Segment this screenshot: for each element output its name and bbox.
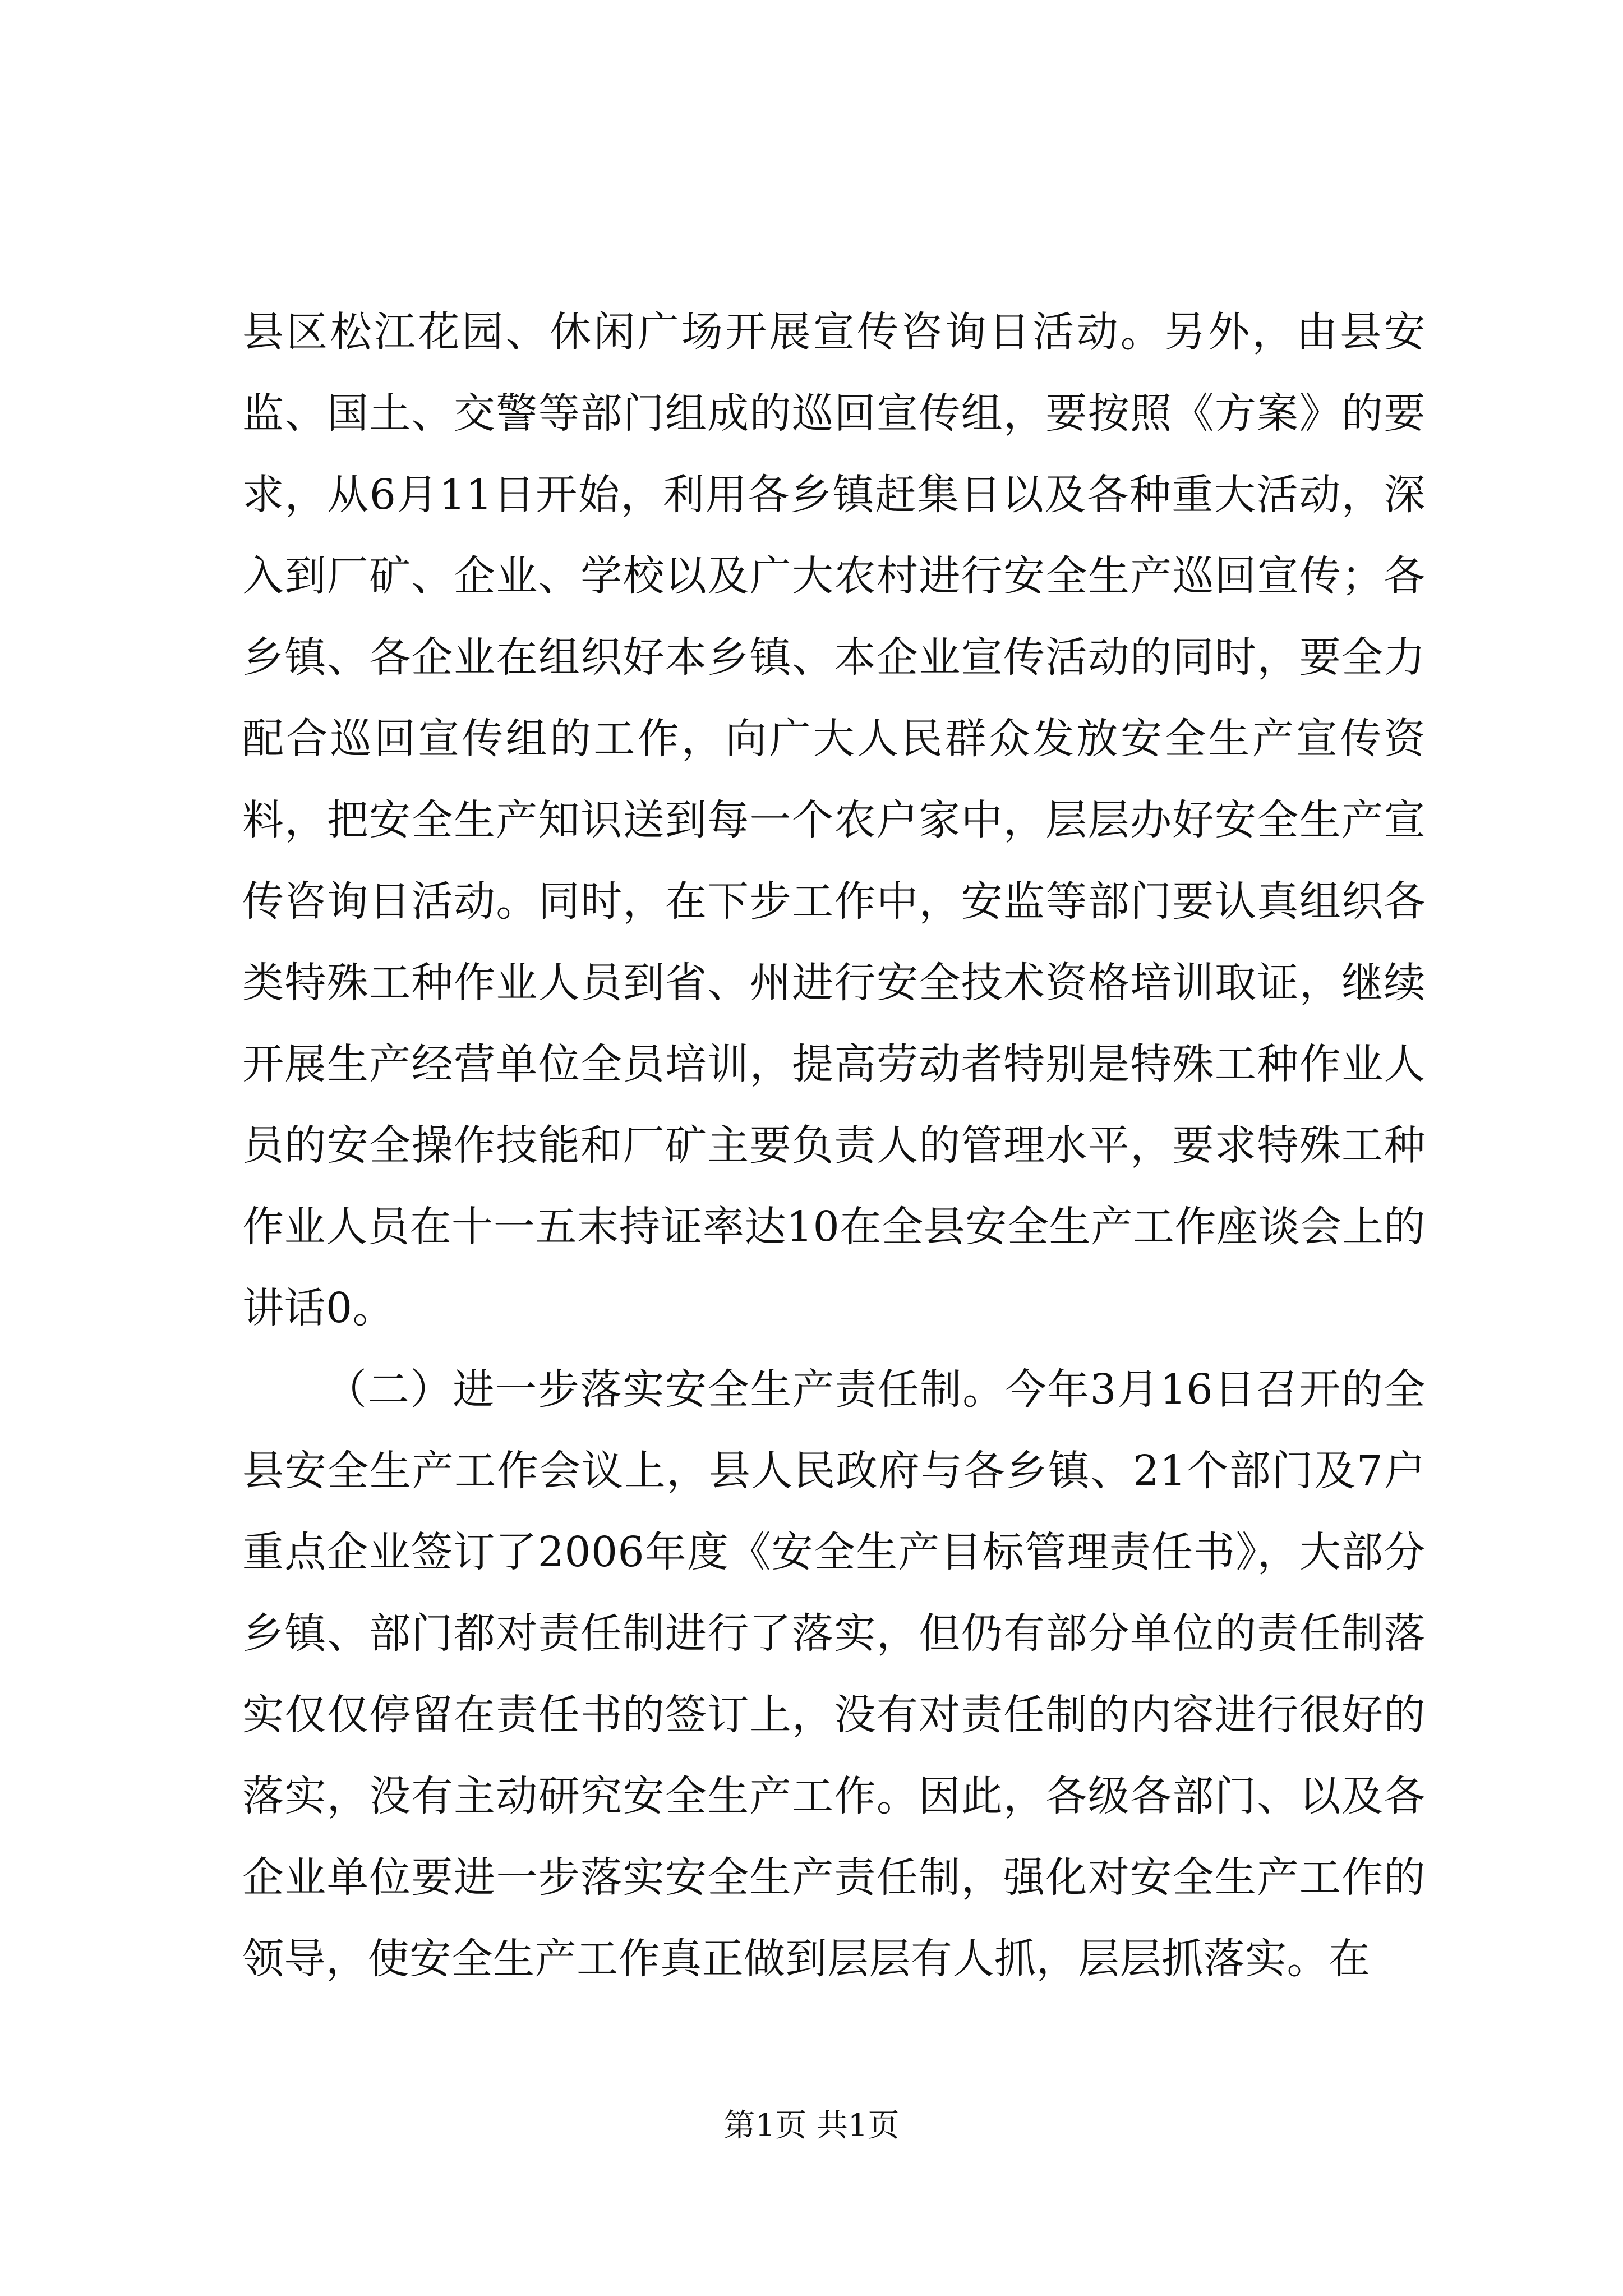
paragraph-2: （二）进一步落实安全生产责任制。今年3月16日召开的全县安全生产工作会议上，县人民政府与各乡镇、21个部门及7户重点企业签订了2006年度《安全生产目标管理责任书》，大部分乡镇、部门都对责任制进行了落实，但仍有部分单位的责任制落实仅仅停留在责任书的签订上，没有对责任制的内容进行很好的落实，没有主动研究安全生产工作。因此，各级各部门、以及各企业单位要进一步落实安全生产责任制，强化对安全生产工作的领导，使安全生产工作真正做到层层有人抓，层层抓落实。在 — [242, 1365, 1426, 1983]
paragraph-1: 县区松江花园、休闲广场开展宣传咨询日活动。另外，由县安监、国土、交警等部门组成的巡回宣传组，要按照《方案》的要求，从6月11日开始，利用各乡镇赶集日以及各种重大活动，深入到厂矿、企业、学校以及广大农村进行安全生产巡回宣传；各乡镇、各企业在组织好本乡镇、本企业宣传活动的同时，要全力配合巡回宣传组的工作，向广大人民群众发放安全生产宣传资料，把安全生产知识送到每一个农户家中，层层办好安全生产宣传咨询日活动。同时，在下步工作中，安监等部门要认真组织各类特殊工种作业人员到省、州进行安全技术资格培训取证，继续开展生产经营单位全员培训，提高劳动者特别是特殊工种作业人员的安全操作技能和厂矿主要负责人的管理水平，要求特殊工种作业人员在十一五末持证率达10在全县安全生产工作座谈会上的讲话0。 — [242, 308, 1426, 1332]
document-body — [242, 292, 1426, 2000]
page-footer: 第1页 共1页 — [723, 2108, 900, 2144]
